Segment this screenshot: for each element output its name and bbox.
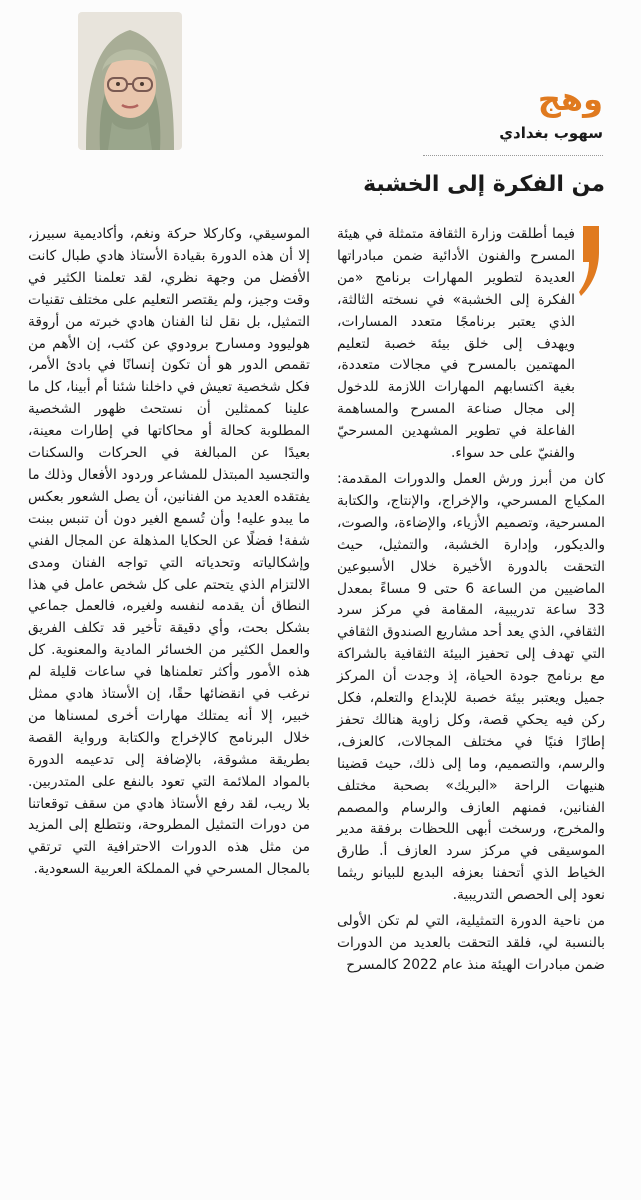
article-title: من الفكرة إلى الخشبة — [363, 172, 605, 197]
paragraph: كان من أبرز ورش العمل والدورات المقدمة: المكياج المسرحي، والإخراج، والإنتاج، والكتابة المسرحية، وتصميم الأزياء، والإضاءة، والصوت، والديكور، وإدارة الخشبة، والتمثيل، حيث التحقت بالدورة الأخيرة خلال الأسبوعين الماضيين من الساعة 6 حتى 9 مساءً بمعدل 33 ساعة تدريبية، المقامة في مركز سرد الثقافي، الذي يعد أحد مشاريع الصندوق الثقافي التي تهدف إلى تحفيز البيئة الثقافية بالشراكة مع برنامج جودة الحياة، إذ وجدت أن المركز جميل ويعتبر بيئة خصبة للإبداع والتعلم، فكل ركن فيه يحكي قصة، وكل زاوية هنالك تحفز إطارًا فنيًا في مختلف المجالات، كالعزف، والرسم، والتصميم، وما إلى ذلك، حيث قضينا هنيهات الراحة «البريك» بصحبة مختلف الفنانين، فمنهم العازف والرسام والمصمم والمخرج، ورسخت أبهى اللحظات برفقة مدير الموسيقى في مركز سرد العازف أ. طارق الخياط الذي أتحفنا بعزفه البديع للبيانو ريثما نعود إلى الحصص التدريبية. — [337, 470, 605, 904]
article-column-left — [28, 224, 310, 885]
paragraph: فيما أطلقت وزارة الثقافة متمثلة في هيئة المسرح والفنون الأدائية ضمن مبادراتها العديدة لتطوير المهارات برنامج «من الفكرة إلى الخشبة» في نسخته الثالثة، الذي يعتبر برنامجًا متعدد المسارات، ويهدف إلى خلق بيئة خصبة لتعليم المهتمين بالمسرح في مجالات متعددة، بغية اكتسابهم المهارات اللازمة للدخول إلى مجال صناعة المسرح والمساهمة الفاعلة في تطوير المشهدين المسرحيّ والفنيّ على حد سواء. — [337, 226, 575, 462]
article-column-right — [337, 224, 605, 981]
paragraph: من ناحية الدورة التمثيلية، التي لم تكن الأولى بالنسبة لي، فلقد التحقت بالعديد من الدورات ضمن مبادرات الهيئة منذ عام 2022 كالمسرح — [337, 913, 605, 973]
author-portrait — [78, 12, 182, 150]
column-name: وهج — [537, 80, 603, 118]
paragraph: الموسيقي، وكاركلا حركة ونغم، وأكاديمية سبيرز، إلا أن هذه الدورة بقيادة الأستاذ هادي طبال كانت الأفضل من وجهة نظري، لقد تعلمنا الكثير في وقت وجيز، ولم يقتصر التعليم على مختلف تقنيات التمثيل، بل نقل لنا الفنان هادي خبرته من أروقة هوليوود ومسارح برودوي عن كثب، إن الأهم من تقمص الدور هو أن تكون إنسانًا في بادئ الأمر، فكل شخصية تعيش في داخلنا شئنا أم أبينا، كل ما علينا كممثلين أن نستحث ظهور الشخصية المطلوبة كحالة أو محاكاتها في إطارات معينة، بعيدًا عن المبالغة في الحركات والسكنات والتجسيد المبتذل للمشاعر وردود الأفعال وذلك ما يفتقده العديد من الفنانين، أن يصل الشعور بعكس ما يبدو عليه! وأن تُسمع الغير دون أن تنبس ببنت شفة! فضلًا عن الحكايا المذهلة عن المجال الفني وإشكالياته وتحدياته التي تواجه الفنان ومدى الالتزام الذي يتحتم على كل شخص عامل في هذا النطاق أن يقدمه لنفسه ولغيره، فالعمل جماعي بشكل بحت، وأي دقيقة تأخير قد تكلف الفريق والعمل الكثير من الخسائر المادية والمعنوية. كل هذه الأمور وأكثر تعلمناها في ساعات قليلة لم نرغب في انقضائها حقًا، إن الأستاذ هادي ممثل خبير، إلا أنه يمتلك مهارات أخرى لمسناها من خلال البرنامج كالإخراج والكتابة ورواية القصة بطريقة مشوقة، بالإضافة إلى تدعيمه الدورة بالمواد الملائمة التي تعود بالنفع على المتدربين. بلا ريب، لقد رفع الأستاذ هادي من سقف توقعاتنا من دورات التمثيل المطروحة، ونتطلع إلى المزيد من مثل هذه الدورات الاحترافية التي ترتقي بالمجال المسرحي في المملكة العربية السعودية. — [28, 226, 310, 878]
column-header — [0, 0, 641, 150]
author-name: سهوب بغدادي — [499, 124, 603, 142]
column-masthead — [499, 80, 603, 142]
divider — [423, 155, 603, 156]
